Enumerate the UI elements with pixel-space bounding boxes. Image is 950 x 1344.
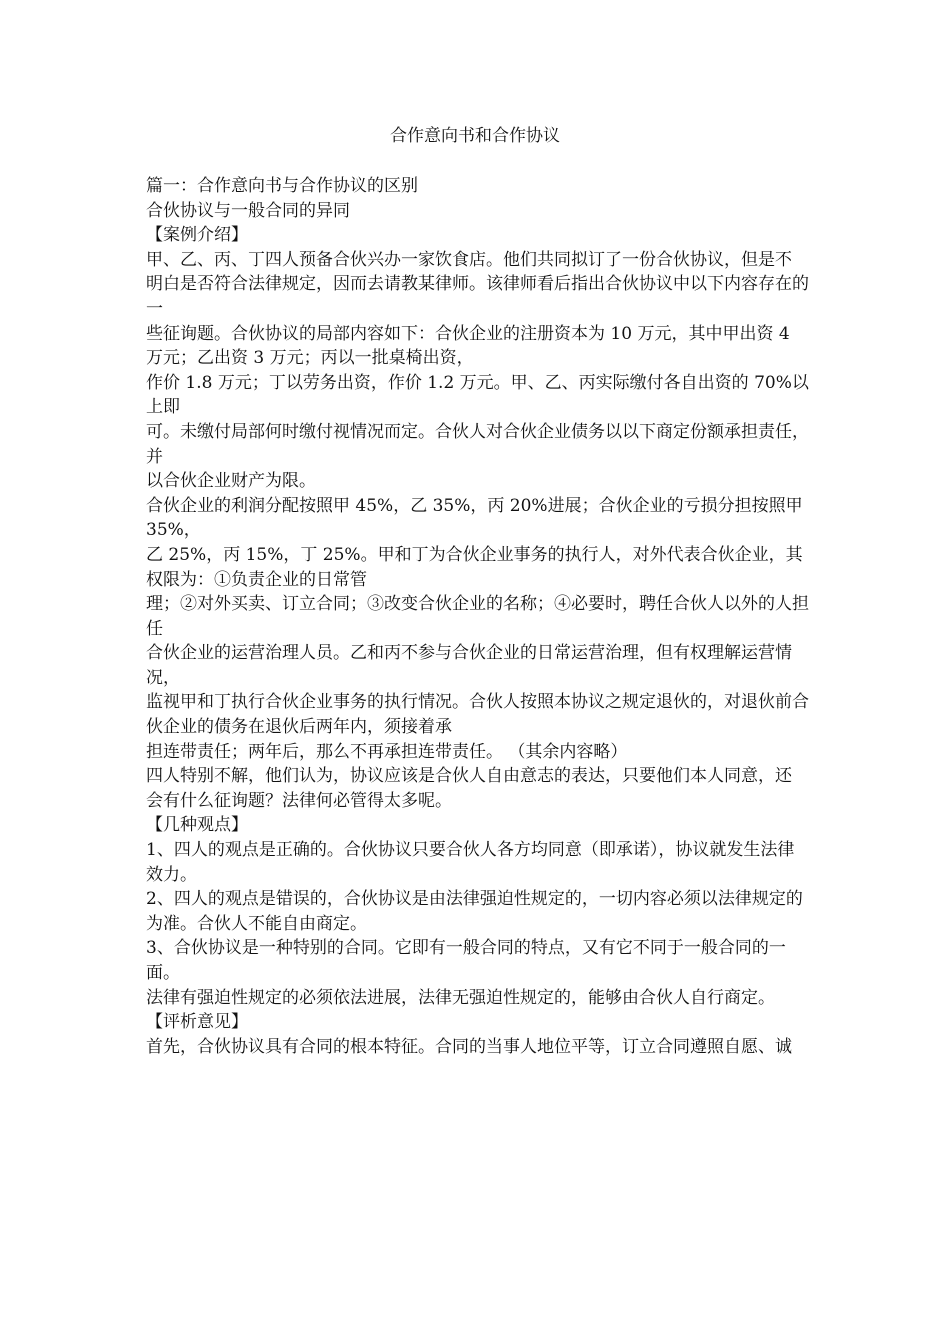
body-line: 篇一：合作意向书与合作协议的区别 bbox=[146, 176, 418, 196]
body-line: 可。未缴付局部何时缴付视情况而定。合伙人对合伙企业债务以以下商定份额承担责任，并 bbox=[146, 421, 809, 467]
body-line: 会有什么征询题？法律何必管得太多呢。 bbox=[146, 790, 452, 811]
body-line: 法律有强迫性规定的必须依法进展，法律无强迫性规定的，能够由合伙人自行商定。 bbox=[146, 987, 775, 1008]
body-line: 监视甲和丁执行合伙企业事务的执行情况。合伙人按照本协议之规定退伙的，对退伙前合伙企业的债务在退伙后两年内，须接着承 bbox=[146, 692, 809, 738]
document-title: 合作意向书和合作协议 bbox=[390, 126, 560, 146]
body-line: 合伙企业的利润分配按照甲 45%，乙 35%，丙 20%进展；合伙企业的亏损分担按照甲 35%， bbox=[146, 495, 803, 541]
body-line: 担连带责任；两年后，那么不再承担连带责任。 （其余内容略） bbox=[146, 741, 628, 762]
body-line: 效力。 bbox=[146, 864, 197, 885]
document-body bbox=[146, 174, 811, 1059]
body-line: 甲、乙、丙、丁四人预备合伙兴办一家饮食店。他们共同拟订了一份合伙协议，但是不 bbox=[146, 249, 792, 270]
body-line: 2、四人的观点是错误的，合伙协议是由法律强迫性规定的，一切内容必须以法律规定的 bbox=[146, 889, 803, 910]
body-line: 1、四人的观点是正确的。合伙协议只要合伙人各方均同意（即承诺），协议就发生法律 bbox=[146, 840, 795, 861]
body-line: 理；②对外买卖、订立合同；③改变合伙企业的名称；④必要时，聘任合伙人以外的人担任 bbox=[146, 594, 809, 639]
body-line: 四人特别不解，他们认为，协议应该是合伙人自由意志的表达，只要他们本人同意，还 bbox=[146, 766, 792, 787]
body-line: 以合伙企业财产为限。 bbox=[146, 471, 316, 492]
body-line: 首先，合伙协议具有合同的根本特征。合同的当事人地位平等，订立合同遵照自愿、诚 bbox=[146, 1036, 792, 1057]
body-line: 为准。合伙人不能自由商定。 bbox=[146, 913, 367, 934]
body-line: 明白是否符合法律规定，因而去请教某律师。该律师看后指出合伙协议中以下内容存在的一 bbox=[146, 274, 809, 319]
body-line: 合伙企业的运营治理人员。乙和丙不参与合伙企业的日常运营治理，但有权理解运营情况， bbox=[146, 643, 792, 688]
section-heading: 【案例介绍】 bbox=[146, 225, 248, 246]
section-heading: 【评析意见】 bbox=[146, 1012, 248, 1033]
body-line: 3、合伙协议是一种特别的合同。它即有一般合同的特点，又有它不同于一般合同的一面。 bbox=[146, 938, 786, 983]
body-line: 合伙协议与一般合同的异同 bbox=[146, 200, 350, 221]
body-line: 乙 25%，丙 15%，丁 25%。甲和丁为合伙企业事务的执行人，对外代表合伙企业，其权限为：①负责企业的日常管 bbox=[146, 544, 803, 590]
body-line: 作价 1.8 万元；丁以劳务出资，作价 1.2 万元。甲、乙、丙实际缴付各自出资的 70%以上即 bbox=[146, 372, 809, 418]
section-heading: 【几种观点】 bbox=[146, 815, 248, 836]
body-line: 些征询题。合伙协议的局部内容如下：合伙企业的注册资本为 10 万元，其中甲出资 4 万元；乙出资 3 万元；丙以一批桌椅出资， bbox=[146, 323, 790, 369]
